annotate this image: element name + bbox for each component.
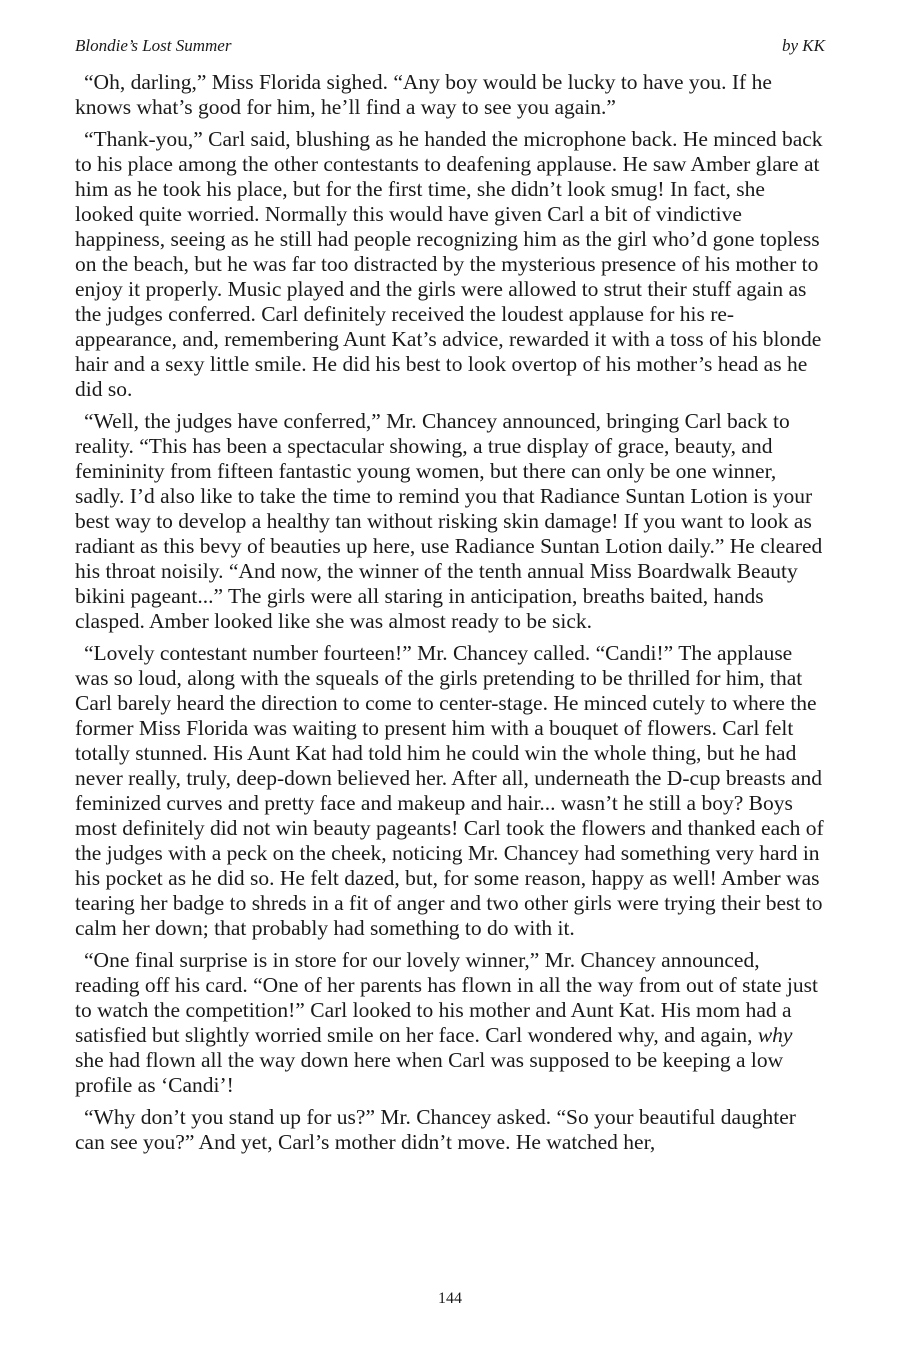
paragraph-text: “One final surprise is in store for our lovely winner,” Mr. Chancey announced, reading off his card. “One of her parents has flown in all the way from out of state just to watch the competition!” Carl looked to his mother and Aunt Kat. His mom had a satisfied but slightly worried smile on her face. Carl wondered why, and again, (75, 948, 818, 1047)
running-head (75, 36, 825, 56)
author-credit: by KK (782, 36, 825, 55)
paragraph: “Well, the judges have conferred,” Mr. Chancey announced, bringing Carl back to reality. “This has been a spectacular showing, a true display of grace, beauty, and femininity from fifteen fantastic young women, but there can only be one winner, sadly. I’d also like to take the time to remind you that Radiance Suntan Lotion is your best way to develop a healthy tan without risking skin damage! If you want to look as radiant as this bevy of beauties up here, use Radiance Suntan Lotion daily.” He cleared his throat noisily. “And now, the winner of the tenth annual Miss Boardwalk Beauty bikini pageant...” The girls were all staring in anticipation, breaths baited, hands clasped. Amber looked like she was almost ready to be sick. (75, 409, 823, 633)
paragraph: “Why don’t you stand up for us?” Mr. Chancey asked. “So your beautiful daughter can see you?” And yet, Carl’s mother didn’t move. He watched her, (75, 1105, 796, 1154)
paragraph: “Oh, darling,” Miss Florida sighed. “Any boy would be lucky to have you. If he knows what’s good for him, he’ll find a way to see you again.” (75, 70, 772, 119)
page-number: 144 (438, 1290, 462, 1307)
paragraph (75, 948, 825, 1098)
emphasis-text: why (757, 1023, 793, 1047)
paragraph-text: she had flown all the way down here when Carl was supposed to be keeping a low profile as ‘Candi’! (75, 1048, 784, 1097)
paragraph: “Lovely contestant number fourteen!” Mr. Chancey called. “Candi!” The applause was so loud, along with the squeals of the girls pretending to be thrilled for him, that Carl barely heard the direction to come to center-stage. He minced cutely to where the former Miss Florida was waiting to present him with a bouquet of flowers. Carl felt totally stunned. His Aunt Kat had told him he could win the whole thing, but he had never really, truly, deep-down believed her. After all, underneath the D-cup breasts and feminized curves and pretty face and makeup and hair... wasn’t he still a boy? Boys most definitely did not win beauty pageants! Carl took the flowers and thanked each of the judges with a peck on the cheek, noticing Mr. Chancey had something very hard in his pocket as he did so. He felt dazed, but, for some reason, happy as well! Amber was tearing her badge to shreds in a fit of anger and two other girls were trying their best to calm her down; that probably had something to do with it. (75, 641, 824, 940)
book-title: Blondie’s Lost Summer (75, 36, 232, 55)
paragraph: “Thank-you,” Carl said, blushing as he handed the microphone back. He minced back to his place among the other contestants to deafening applause. He saw Amber glare at him as he took his place, but for the first time, she didn’t look smug! In fact, she looked quite worried. Normally this would have given Carl a bit of vindictive happiness, seeing as he still had people recognizing him as the girl who’d gone topless on the beach, but he was far too distracted by the mysterious presence of his mother to enjoy it properly. Music played and the girls were allowed to strut their stuff again as the judges conferred. Carl definitely received the loudest applause for his re-appearance, and, remembering Aunt Kat’s advice, rewarded it with a toss of his blonde hair and a sexy little smile. He did his best to look overtop of his mother’s head as he did so. (75, 127, 823, 401)
body-text (75, 70, 825, 1162)
